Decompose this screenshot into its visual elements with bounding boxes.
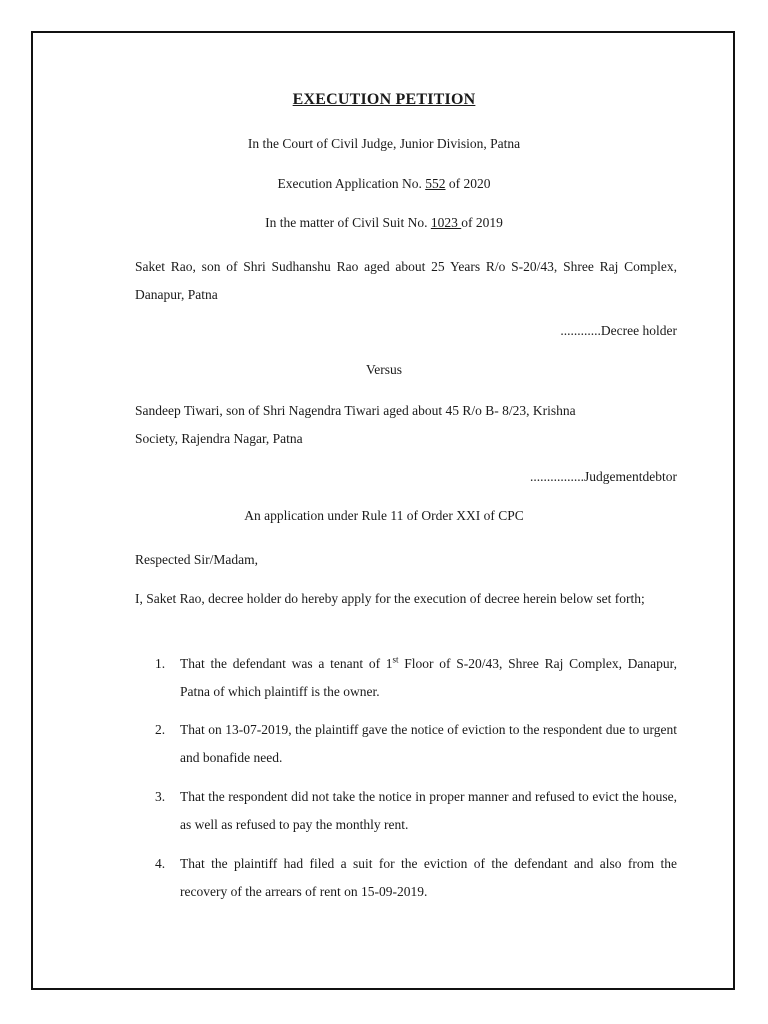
- list-item-text-part: That the defendant was a tenant of 1: [180, 656, 393, 671]
- list-item-text: That the plaintiff had filed a suit for the eviction of the defendant and also from the recovery of the arrears of rent on 15-09-2019.: [180, 856, 677, 899]
- document-title: EXECUTION PETITION: [292, 91, 476, 108]
- list-item-text: That the respondent did not take the notice in proper manner and refused to evict the house, as well as refused to pay the monthly rent.: [180, 789, 677, 832]
- list-item-number: 3.: [155, 789, 166, 804]
- judgement-debtor-line-1: Sandeep Tiwari, son of Shri Nagendra Tiwari aged about 45 R/o B- 8/23, Krishna: [135, 403, 576, 418]
- list-item: [155, 783, 677, 839]
- list-item: [155, 850, 677, 906]
- court-line: In the Court of Civil Judge, Junior Division, Patna: [247, 136, 521, 151]
- decree-holder-details: Saket Rao, son of Shri Sudhanshu Rao aged about 25 Years R/o S-20/43, Shree Raj Complex, Danapur, Patna: [135, 259, 677, 302]
- versus-label: Versus: [366, 362, 402, 377]
- matter-number: 1023: [430, 215, 462, 230]
- application-number: 552: [425, 176, 446, 191]
- judgement-debtor-details: [135, 397, 677, 453]
- judgement-debtor-line-2: Society, Rajendra Nagar, Patna: [135, 431, 303, 446]
- list-item: [155, 650, 677, 706]
- matter-suffix: of 2019: [461, 215, 503, 230]
- list-item-number: 4.: [155, 856, 166, 871]
- matter-prefix: In the matter of Civil Suit No.: [265, 215, 431, 230]
- judgement-debtor-label: ................Judgementdebtor: [530, 469, 677, 484]
- intro-paragraph: I, Saket Rao, decree holder do hereby apply for the execution of decree herein below set forth;: [135, 591, 645, 606]
- decree-holder-label: ............Decree holder: [560, 323, 677, 338]
- execution-application-line: [0, 176, 768, 192]
- list-item-text-part: Floor of S-20/43, Shree Raj Complex, Danapur, Patna of which plaintiff is the owner.: [180, 656, 677, 699]
- ordinal-superscript: st: [392, 654, 399, 665]
- application-prefix: Execution Application No.: [277, 176, 426, 191]
- application-rule-line: An application under Rule 11 of Order XXI of CPC: [244, 508, 524, 523]
- salutation: Respected Sir/Madam,: [135, 552, 258, 567]
- list-item: [155, 716, 677, 772]
- application-suffix: of 2020: [445, 176, 491, 191]
- list-item-number: 2.: [155, 722, 166, 737]
- list-item-text: [180, 650, 677, 706]
- list-item-text: That on 13-07-2019, the plaintiff gave the notice of eviction to the respondent due to urgent and bonafide need.: [180, 722, 677, 765]
- civil-suit-line: [0, 215, 768, 231]
- list-item-number: 1.: [155, 656, 166, 671]
